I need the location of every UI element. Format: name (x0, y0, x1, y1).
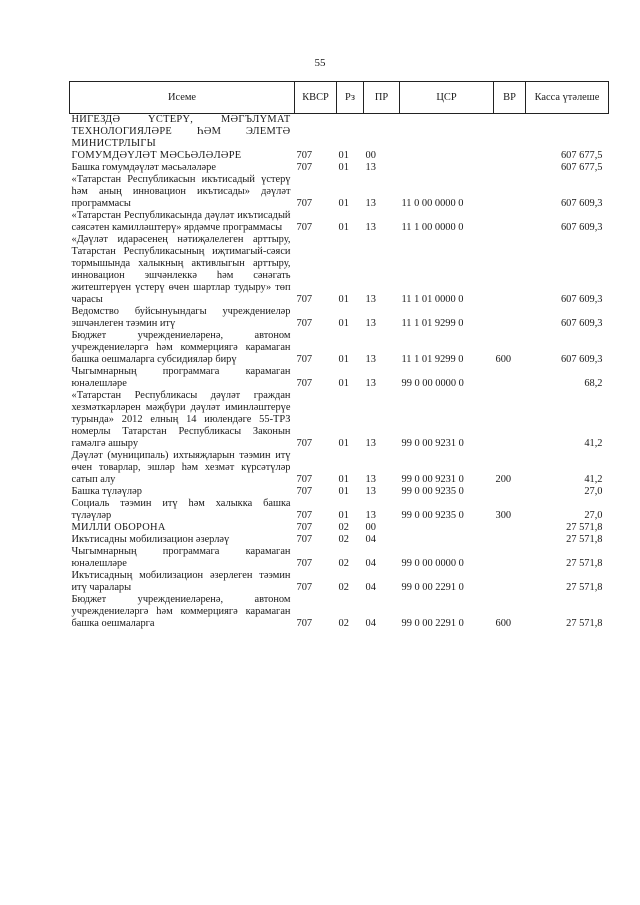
cell-csr: 11 1 01 9299 0 (401, 318, 464, 329)
cell-vr (494, 366, 526, 390)
cell-kvsr: 707 (296, 318, 313, 329)
cell-pr: 04 (365, 582, 376, 593)
cell-cash: 27 571,8 (566, 618, 603, 629)
cell-csr: 99 0 00 9231 0 (401, 438, 464, 449)
cell-name: «Дәүләт идарәсенең нәтиҗәлелеген арттыру, Татарстан Республикасының иҗтимагый-сәяси тормышында халыкның активлыгын арттыру, инновацион эшчәнлеккә һәм сәнәгать житештерүен үстерү өчен шартлар тудыру» төп чарасы (71, 234, 291, 305)
cell-cash: 607 609,3 (560, 294, 603, 305)
cell-csr: 99 0 00 2291 0 (401, 618, 464, 629)
cell-csr (400, 150, 494, 162)
cell-kvsr: 707 (296, 354, 313, 365)
cell-csr: 99 0 00 9235 0 (401, 486, 464, 497)
table-row (70, 570, 609, 594)
cell-cash: 607 609,3 (560, 222, 603, 233)
cell-vr (494, 570, 526, 594)
cell-csr: 11 1 01 0000 0 (401, 294, 464, 305)
table-row (70, 450, 609, 486)
cell-rz: 01 (338, 318, 349, 329)
cell-pr: 13 (365, 510, 376, 521)
header-vr: ВР (494, 82, 526, 114)
cell-rz: 01 (338, 438, 349, 449)
cell-name: «Татарстан Республикасы дәүләт граждан хезмәткәрләрен мәҗбүри дәүләт иминләштерүе турында» 2012 елның 14 июлендәге 55-ТРЗ номерлы Татарстан Республикасы Законын гамәлгә ашыру (71, 390, 291, 449)
cell-rz: 02 (338, 534, 349, 545)
cell-rz: 02 (338, 558, 349, 569)
cell-pr: 13 (365, 486, 376, 497)
cell-vr (494, 534, 526, 546)
cell-vr (494, 546, 526, 570)
table-row (70, 330, 609, 366)
cell-pr: 04 (365, 558, 376, 569)
cell-rz: 02 (338, 582, 349, 593)
cell-name: Башка түләүләр (71, 486, 142, 497)
cell-rz: 02 (338, 618, 349, 629)
cell-csr: 11 1 01 9299 0 (401, 354, 464, 365)
cell-kvsr: 707 (296, 198, 313, 209)
cell-vr (494, 150, 526, 162)
table-row (70, 546, 609, 570)
table-row (70, 366, 609, 390)
cell-kvsr: 707 (296, 294, 313, 305)
cell-pr: 13 (365, 318, 376, 329)
table-body (70, 114, 609, 631)
cell-rz: 01 (338, 222, 349, 233)
cell-kvsr: 707 (296, 558, 313, 569)
table-row (70, 210, 609, 234)
cell-csr: 99 0 00 0000 0 (401, 558, 464, 569)
cell-name: МИЛЛИ ОБОРОНА (71, 522, 166, 533)
table-row (70, 174, 609, 210)
table-row (70, 390, 609, 450)
cell-name: Бюджет учреждениеләренә, автоном учреждениеләргә һәм коммерциягә карамаган башка оешмаларга субсидияләр бирү (71, 330, 291, 365)
cell-rz: 01 (338, 510, 349, 521)
header-csr: ЦСР (400, 82, 494, 114)
cell-cash: 27 571,8 (566, 522, 603, 533)
cell-name: Икътисадны мобилизацион әзерләү (71, 534, 230, 545)
table-row (70, 594, 609, 630)
cell-cash: 68,2 (584, 378, 603, 389)
cell-pr: 13 (365, 474, 376, 485)
cell-vr (494, 390, 526, 450)
header-kvsr: КВСР (295, 82, 337, 114)
cell-rz (337, 114, 364, 151)
cell-pr: 13 (365, 162, 376, 173)
page-number: 55 (314, 57, 326, 69)
cell-pr: 00 (365, 150, 376, 161)
cell-vr (494, 114, 526, 151)
cell-rz: 01 (338, 354, 349, 365)
ministry-row (70, 114, 609, 151)
table-header-row (70, 82, 609, 114)
cell-csr: 11 0 00 0000 0 (401, 198, 464, 209)
cell-cash: 607 609,3 (560, 318, 603, 329)
budget-table (69, 81, 609, 630)
cell-cash: 27,0 (584, 510, 603, 521)
cell-pr: 04 (365, 534, 376, 545)
cell-rz: 01 (338, 474, 349, 485)
cell-kvsr (295, 114, 337, 151)
cell-csr: 11 1 00 0000 0 (401, 222, 464, 233)
header-rz: Рз (337, 82, 364, 114)
cell-pr: 13 (365, 198, 376, 209)
cell-name: Ведомство буйсынуындагы учреждениеләр эшчәнлеген тәэмин итү (71, 306, 291, 329)
cell-kvsr: 707 (296, 222, 313, 233)
cell-name: Бюджет учреждениеләренә, автоном учреждениеләргә һәм коммерциягә карамаган башка оешмаларга (71, 594, 291, 629)
cell-rz: 01 (338, 162, 349, 173)
cell-vr (494, 234, 526, 306)
cell-name: Чыгымнарның программага карамаган юнәлешләре (71, 546, 291, 569)
cell-pr (364, 114, 400, 151)
cell-cash: 607 609,3 (560, 198, 603, 209)
section-row (70, 150, 609, 162)
cell-cash (526, 114, 609, 151)
cell-cash: 41,2 (584, 474, 603, 485)
cell-cash: 27 571,8 (566, 582, 603, 593)
cell-rz: 01 (338, 486, 349, 497)
cell-cash: 607 677,5 (560, 162, 603, 173)
cell-csr (400, 534, 494, 546)
cell-vr (494, 486, 526, 498)
cell-vr (494, 210, 526, 234)
cell-pr: 13 (365, 438, 376, 449)
cell-pr: 13 (365, 294, 376, 305)
cell-vr (494, 174, 526, 210)
cell-vr: 600 (495, 354, 512, 365)
cell-kvsr: 707 (296, 486, 313, 497)
cell-rz: 01 (338, 294, 349, 305)
cell-name: Чыгымнарның программага карамаган юнәлешләре (71, 366, 291, 389)
cell-name: НИГЕЗДӘ ҮСТЕРҮ, МӘГЪЛҮМАТ ТЕХНОЛОГИЯЛӘРЕ ҺӘМ ЭЛЕМТӘ МИНИСТРЛЫГЫ (71, 114, 291, 149)
cell-kvsr: 707 (296, 618, 313, 629)
cell-cash: 27 571,8 (566, 558, 603, 569)
cell-vr: 200 (495, 474, 512, 485)
cell-kvsr: 707 (296, 522, 313, 533)
cell-kvsr: 707 (296, 534, 313, 545)
cell-name: Башка гомумдәүләт мәсьәләләре (71, 162, 216, 173)
cell-pr: 13 (365, 378, 376, 389)
cell-vr: 300 (495, 510, 512, 521)
cell-csr: 99 0 00 0000 0 (401, 378, 464, 389)
cell-kvsr: 707 (296, 162, 313, 173)
table-row (70, 162, 609, 174)
cell-csr (400, 522, 494, 534)
table-row (70, 486, 609, 498)
cell-vr (494, 306, 526, 330)
cell-csr: 99 0 00 9235 0 (401, 510, 464, 521)
cell-kvsr: 707 (296, 582, 313, 593)
cell-cash: 607 677,5 (560, 150, 603, 161)
table-row (70, 498, 609, 522)
cell-name: Социаль тәэмин итү һәм халыкка башка түләүләр (71, 498, 291, 521)
cell-rz: 01 (338, 198, 349, 209)
header-cash: Касса үтәлеше (526, 82, 609, 114)
header-name: Исеме (70, 82, 295, 114)
cell-csr: 99 0 00 2291 0 (401, 582, 464, 593)
table-row (70, 234, 609, 306)
cell-vr (494, 162, 526, 174)
cell-name: «Татарстан Республикасын икътисадый үстерү һәм аның инновацион икътисады» дәүләт программасы (71, 174, 291, 209)
table-row (70, 306, 609, 330)
table-row (70, 534, 609, 546)
cell-cash: 41,2 (584, 438, 603, 449)
cell-cash: 27 571,8 (566, 534, 603, 545)
cell-name: Дәүләт (муниципаль) ихтыяҗларын тәэмин итү өчен товарлар, эшләр һәм хезмәт күрсәтүләр сатып алу (71, 450, 291, 485)
cell-rz: 01 (338, 378, 349, 389)
cell-kvsr: 707 (296, 150, 313, 161)
cell-pr: 13 (365, 354, 376, 365)
cell-csr (400, 114, 494, 151)
cell-kvsr: 707 (296, 438, 313, 449)
cell-kvsr: 707 (296, 474, 313, 485)
cell-vr: 600 (495, 618, 512, 629)
cell-pr: 04 (365, 618, 376, 629)
header-pr: ПР (364, 82, 400, 114)
cell-pr: 00 (365, 522, 376, 533)
cell-cash: 607 609,3 (560, 354, 603, 365)
cell-name: Икътисадның мобилизацион әзерлеген тәэмин итү чаралары (71, 570, 291, 593)
cell-kvsr: 707 (296, 510, 313, 521)
cell-vr (494, 522, 526, 534)
cell-csr: 99 0 00 9231 0 (401, 474, 464, 485)
cell-rz: 02 (338, 522, 349, 533)
cell-name: «Татарстан Республикасында дәүләт икътисадый сәясәтен камилләштерү» ярдәмче программасы (71, 210, 291, 233)
section-row (70, 522, 609, 534)
cell-csr (400, 162, 494, 174)
cell-pr: 13 (365, 222, 376, 233)
cell-cash: 27,0 (584, 486, 603, 497)
cell-rz: 01 (338, 150, 349, 161)
cell-name: ГОМУМДӘҮЛӘТ МӘСЬӘЛӘЛӘРЕ (71, 150, 242, 161)
cell-kvsr: 707 (296, 378, 313, 389)
